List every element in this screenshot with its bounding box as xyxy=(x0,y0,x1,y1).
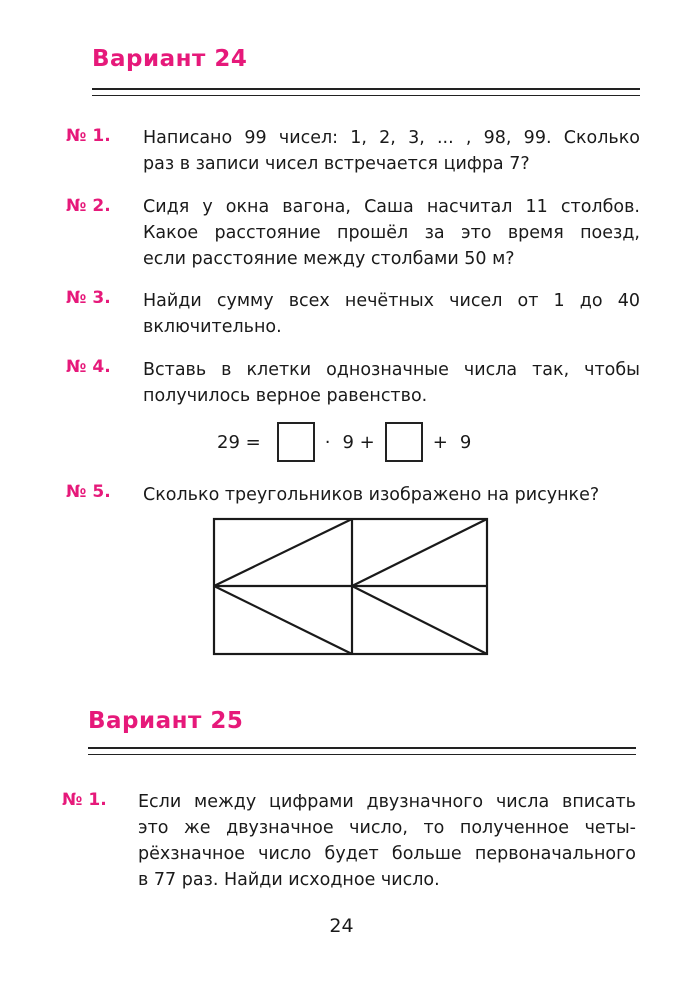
task-line: рёхзначное число будет больше первоначального xyxy=(138,844,636,864)
task-24-1-text xyxy=(143,125,640,177)
task-24-4-text xyxy=(143,357,640,409)
variant-25-title: Вариант 25 xyxy=(88,708,244,734)
task-24-2-text xyxy=(143,194,640,272)
task-line: включительно. xyxy=(143,317,282,337)
task-line: если расстояние между столбами 50 м? xyxy=(143,249,515,269)
task-25-1-text xyxy=(138,789,636,893)
task-line: Какое расстояние прошёл за это время поезд, xyxy=(143,223,640,243)
equation-tail: 9 xyxy=(459,431,472,453)
equation-mid: 9 + xyxy=(342,431,375,453)
task-line: раз в записи чисел встречается цифра 7? xyxy=(143,154,530,174)
task-24-1-number: № 1. xyxy=(66,126,111,146)
equation-multiply: · xyxy=(324,431,331,453)
figure-right-lower-diagonal xyxy=(352,586,487,654)
task-line: Если между цифрами двузначного числа вписать xyxy=(138,792,636,812)
task-24-3-text xyxy=(143,288,640,340)
answer-box-2[interactable] xyxy=(385,422,423,462)
task-24-5-text xyxy=(143,482,640,508)
figure-right-upper-diagonal xyxy=(352,519,487,586)
page-number: 24 xyxy=(329,915,354,937)
task-24-2-number: № 2. xyxy=(66,196,111,216)
task-line: Написано 99 чисел: 1, 2, 3, ... , 98, 99. Сколько xyxy=(143,128,640,148)
task-line: это же двузначное число, то полученное четы- xyxy=(138,818,636,838)
task-25-1-number: № 1. xyxy=(62,790,107,810)
equation-plus: + xyxy=(432,431,448,453)
task-line: Найди сумму всех нечётных чисел от 1 до 40 xyxy=(143,291,640,311)
task-line: Вставь в клетки однозначные числа так, чтобы xyxy=(143,360,640,380)
task-24-5-number: № 5. xyxy=(66,482,111,502)
task-line: Сидя у окна вагона, Саша насчитал 11 столбов. xyxy=(143,197,640,217)
task-line: Сколько треугольников изображено на рисунке? xyxy=(143,485,600,505)
figure-left-upper-diagonal xyxy=(214,519,352,586)
equation xyxy=(217,420,471,464)
task-24-4-number: № 4. xyxy=(66,357,111,377)
task-line: получилось верное равенство. xyxy=(143,386,428,406)
variant-25-rule xyxy=(88,747,636,755)
triangles-figure xyxy=(210,515,492,660)
variant-24-rule xyxy=(92,88,640,96)
task-line: в 77 раз. Найди исходное число. xyxy=(138,870,440,890)
figure-left-lower-diagonal xyxy=(214,586,352,654)
task-24-3-number: № 3. xyxy=(66,288,111,308)
equation-lhs: 29 = xyxy=(217,431,261,453)
answer-box-1[interactable] xyxy=(277,422,315,462)
variant-24-title: Вариант 24 xyxy=(92,46,248,72)
